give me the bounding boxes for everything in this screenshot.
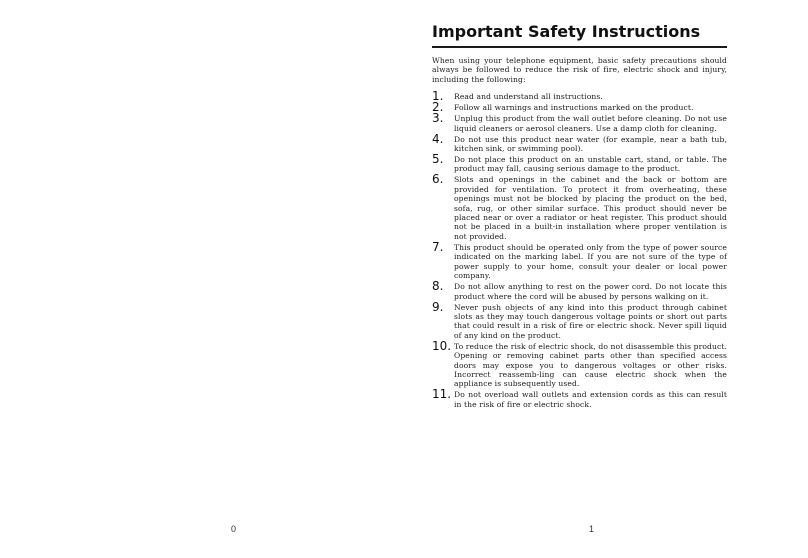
item-number: 10. — [432, 338, 452, 353]
item-text: Do not place this product on an unstable cart, stand, or table. The product may fall, causing serious damage to the product. — [454, 155, 727, 174]
item-number: 2. — [432, 100, 444, 115]
list-item — [432, 89, 727, 104]
item-text: Do not allow anything to rest on the power cord. Do not locate this product where the cord will be abused by persons walking on it. — [454, 282, 727, 301]
page-title: Important Safety Instructions — [432, 22, 727, 48]
list-item — [432, 239, 727, 281]
list-item — [432, 172, 727, 241]
item-text: Never push objects of any kind into this product through cabinet slots as they may touch dangerous voltage points or short out parts that could result in a risk of fire or electric shock. Never spill liquid of any kind on the product. — [454, 302, 727, 340]
item-number: 5. — [432, 152, 444, 167]
item-number: 3. — [432, 111, 444, 126]
intro-paragraph: When using your telephone equipment, basic safety precautions should always be followed to reduce the risk of fire, electric shock and injury, including the following: — [432, 56, 727, 84]
item-number: 11. — [432, 387, 452, 402]
left-page-number: 0 — [231, 524, 237, 534]
item-number: 7. — [432, 239, 444, 254]
item-text: Unplug this product from the wall outlet before cleaning. Do not use liquid cleaners or aerosol cleaners. Use a damp cloth for cleaning. — [454, 114, 727, 133]
item-text: Slots and openings in the cabinet and the back or bottom are provided for ventilation. To protect it from overheating, these openings must not be blocked by placing the product on the bed, sofa, rug, or other similar surface. This product should never be placed near or over a radiator or heat register. This product should not be placed in a built-in installation where proper ventilation is not provided. — [454, 175, 727, 241]
item-text: Follow all warnings and instructions marked on the product. — [454, 103, 694, 113]
item-number: 1. — [432, 89, 444, 104]
list-item — [432, 100, 727, 115]
safety-instructions-page — [432, 22, 727, 411]
item-text: To reduce the risk of electric shock, do not disassemble this product. Opening or removing cabinet parts other than specified access doors may expose you to dangerous voltages or other risks. Incorrect reassemb-ling can cause electric shock when the appliance is subsequently used. — [454, 341, 727, 389]
item-number: 8. — [432, 279, 444, 294]
right-page-number: 1 — [589, 524, 595, 534]
safety-instructions-list — [432, 89, 727, 409]
item-number: 6. — [432, 172, 444, 187]
list-item — [432, 111, 727, 133]
item-number: 4. — [432, 131, 444, 146]
list-item — [432, 279, 727, 301]
list-item — [432, 152, 727, 174]
list-item — [432, 299, 727, 341]
item-text: This product should be operated only from the type of power source indicated on the marking label. If you are not sure of the type of power supply to your home, consult your dealer or local power company. — [454, 242, 727, 281]
item-text: Read and understand all instructions. — [454, 92, 603, 102]
list-item — [432, 131, 727, 154]
item-text: Do not use this product near water (for example, near a bath tub, kitchen sink, or swimming pool). — [454, 134, 727, 154]
list-item — [432, 338, 727, 389]
item-number: 9. — [432, 299, 444, 314]
list-item — [432, 387, 727, 409]
item-text: Do not overload wall outlets and extension cords as this can result in the risk of fire or electric shock. — [454, 390, 727, 409]
